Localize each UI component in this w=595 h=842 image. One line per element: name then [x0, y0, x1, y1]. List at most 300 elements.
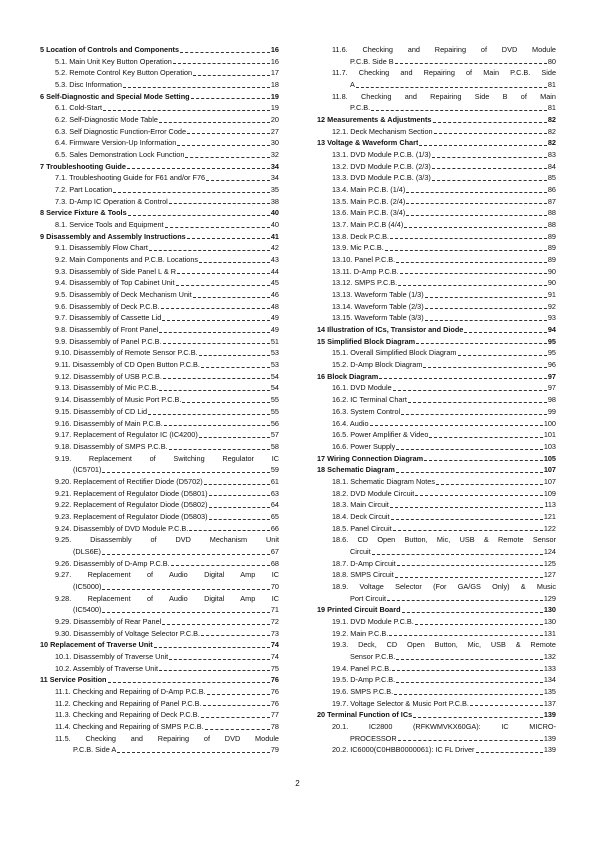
- toc-entry-label: 14 Illustration of ICs, Transistor and Diode: [317, 325, 464, 335]
- leader-dots: [123, 87, 270, 88]
- toc-entry: [317, 184, 556, 196]
- toc-entry: [317, 126, 556, 138]
- toc-page-number: 94: [547, 325, 556, 335]
- toc-entry: [317, 686, 556, 698]
- toc-entry-text: [317, 44, 556, 67]
- toc-entry-label: 6.1. Cold-Start: [55, 103, 103, 113]
- toc-page-number: 57: [270, 430, 279, 440]
- toc-entry: [40, 453, 279, 476]
- toc-entry-label: 19.7. Voltage Selector & Music Port P.C.B.: [332, 698, 469, 708]
- toc-entry: [40, 114, 279, 126]
- toc-entry-label: 9.22. Replacement of Regulator Diode (D5802): [55, 500, 208, 510]
- toc-entry: [317, 172, 556, 184]
- toc-entry-label: 13.7. Main P.C.B (4/4): [332, 220, 404, 230]
- toc-entry-label: 6.5. Sales Demonstration Lock Function: [55, 150, 185, 160]
- toc-entry-label: 16.2. IC Terminal Chart: [332, 395, 407, 405]
- toc-section-heading: [317, 604, 556, 616]
- toc-entry-line: 11.5. Checking and Repairing of DVD Module: [55, 733, 279, 743]
- toc-entry: [317, 242, 556, 254]
- toc-entry-label: 9.8. Disassembly of Front Panel: [55, 325, 159, 335]
- toc-page-number: 27: [270, 126, 279, 136]
- toc-page-number: 139: [543, 745, 556, 755]
- toc-entry-label: 11.3. Checking and Repairing of Deck P.C.B.: [55, 710, 200, 720]
- leader-dots: [108, 682, 270, 683]
- toc-entry-label: 18.2. DVD Module Circuit: [332, 488, 415, 498]
- leader-dots: [415, 624, 543, 625]
- toc-entry-label: 19.5. D-Amp P.C.B.: [332, 675, 396, 685]
- toc-entry: [40, 698, 279, 710]
- toc-entry-text: [317, 581, 556, 604]
- leader-dots: [206, 180, 270, 181]
- toc-entry: [317, 744, 556, 756]
- toc-entry: [317, 207, 556, 219]
- toc-entry-label: 9.26. Disassembly of D-Amp P.C.B.: [55, 558, 170, 568]
- toc-page-number: 93: [547, 313, 556, 323]
- toc-entry-label: 11.4. Checking and Repairing of SMPS P.C.B.: [55, 721, 204, 731]
- leader-dots: [398, 740, 543, 741]
- toc-entry-label: 9.4. Disassembly of Top Cabinet Unit: [55, 278, 175, 288]
- toc-section-heading: [317, 371, 556, 383]
- leader-dots: [154, 647, 270, 648]
- toc-section-heading: [40, 44, 279, 56]
- leader-dots: [209, 495, 270, 496]
- toc-entry: [40, 79, 279, 91]
- toc-entry: [317, 312, 556, 324]
- toc-entry: [40, 324, 279, 336]
- leader-dots: [396, 472, 543, 473]
- toc-entry-label: 18.7. D-Amp Circuit: [332, 558, 396, 568]
- leader-dots: [392, 670, 543, 671]
- toc-page-number: 92: [547, 301, 556, 311]
- toc-page-number: 124: [543, 546, 556, 556]
- toc-entry: [317, 639, 556, 662]
- leader-dots: [425, 320, 547, 321]
- leader-dots: [199, 262, 270, 263]
- toc-page-number: 20: [270, 115, 279, 125]
- toc-page-number: 121: [543, 511, 556, 521]
- toc-page-number: 40: [270, 208, 279, 218]
- toc-page-number: 103: [543, 441, 556, 451]
- toc-page-number: 122: [543, 523, 556, 533]
- leader-dots: [397, 565, 543, 566]
- toc-section-heading: [317, 709, 556, 721]
- toc-entry-label: 6 Self-Diagnostic and Special Mode Setting: [40, 91, 190, 101]
- leader-dots: [395, 63, 547, 64]
- toc-entry: [317, 534, 556, 557]
- toc-entry-label: 19.2. Main P.C.B.: [332, 628, 389, 638]
- toc-page-number: 54: [270, 383, 279, 393]
- toc-entry-label: 5.3. Disc Information: [55, 80, 122, 90]
- leader-dots: [458, 355, 547, 356]
- toc-entry: [317, 394, 556, 406]
- toc-entry-label: 16.5. Power Amplifier & Video: [332, 430, 429, 440]
- toc-page-number: 55: [270, 406, 279, 416]
- toc-page-number: 90: [547, 278, 556, 288]
- toc-right-column: [317, 44, 556, 756]
- toc-entry-label: 5.2. Remote Control Key Button Operation: [55, 68, 193, 78]
- toc-entry: [40, 184, 279, 196]
- leader-dots: [370, 425, 543, 426]
- toc-page-number: 81: [547, 103, 556, 113]
- toc-page-number: 61: [270, 476, 279, 486]
- leader-dots: [163, 343, 270, 344]
- toc-entry-label: 8.1. Service Tools and Equipment: [55, 220, 164, 230]
- toc-entry-last-line: [55, 744, 279, 756]
- toc-section-heading: [317, 324, 556, 336]
- toc-entry-label: 6.3. Self Diagnostic Function-Error Code: [55, 126, 186, 136]
- toc-page-number: 89: [547, 255, 556, 265]
- toc-page-number: 58: [270, 441, 279, 451]
- toc-entry-label: 11.2. Checking and Repairing of Panel P.C.B.: [55, 698, 202, 708]
- leader-dots: [402, 612, 543, 613]
- toc-entry: [317, 67, 556, 90]
- toc-page-number: 90: [547, 266, 556, 276]
- leader-dots: [201, 367, 270, 368]
- toc-entry-label: 20.2. IC6000(C0HBB0000061): IC FL Driver: [332, 745, 475, 755]
- toc-entry-line: 20.1. IC2800 (RFKWMVKX60GA): IC MICRO-: [332, 721, 556, 731]
- toc-page-number: 74: [270, 640, 279, 650]
- leader-dots: [209, 507, 270, 508]
- toc-page-number: 88: [547, 220, 556, 230]
- leader-dots: [191, 98, 270, 99]
- toc-entry-continuation: Sensor P.C.B.: [350, 651, 396, 661]
- toc-entry-label: 15.2. D-Amp Block Diagram: [332, 360, 423, 370]
- leader-dots: [406, 203, 547, 204]
- toc-page-number: 107: [543, 476, 556, 486]
- toc-entry-last-line: [55, 546, 279, 558]
- toc-section-heading: [40, 674, 279, 686]
- toc-entry: [317, 499, 556, 511]
- leader-dots: [159, 390, 270, 391]
- leader-dots: [372, 554, 543, 555]
- toc-entry-label: 19.4. Panel P.C.B.: [332, 663, 392, 673]
- leader-dots: [193, 75, 270, 76]
- toc-page-number: 16: [270, 45, 279, 54]
- toc-entry-last-line: [55, 464, 279, 476]
- toc-entry: [317, 289, 556, 301]
- leader-dots: [470, 705, 543, 706]
- toc-left-column: [40, 44, 279, 756]
- toc-entry: [40, 371, 279, 383]
- leader-dots: [356, 87, 547, 88]
- toc-entry: [40, 488, 279, 500]
- toc-page-number: 101: [543, 430, 556, 440]
- toc-entry-label: 9.5. Disassembly of Deck Mechanism Unit: [55, 290, 192, 300]
- toc-page-number: 55: [270, 395, 279, 405]
- toc-entry-label: 9.9. Disassembly of Panel P.C.B.: [55, 336, 162, 346]
- toc-entry: [40, 394, 279, 406]
- toc-page-number: 40: [270, 220, 279, 230]
- toc-entry: [40, 628, 279, 640]
- toc-entry-label: 13.4. Main P.C.B. (1/4): [332, 185, 406, 195]
- toc-entry-label: 13.3. DVD Module P.C.B. (3/3): [332, 173, 431, 183]
- toc-page-number: 88: [547, 208, 556, 218]
- leader-dots: [173, 63, 270, 64]
- toc-entry-label: 9.13. Disassembly of Mic P.C.B.: [55, 383, 159, 393]
- toc-entry: [40, 523, 279, 535]
- toc-entry-label: 13.6. Main P.C.B. (3/4): [332, 208, 406, 218]
- toc-entry-label: 18.1. Schematic Diagram Notes: [332, 476, 436, 486]
- toc-entry: [40, 476, 279, 488]
- toc-page-number: 76: [270, 698, 279, 708]
- toc-page-number: 73: [270, 628, 279, 638]
- leader-dots: [390, 507, 544, 508]
- leader-dots: [425, 308, 547, 309]
- toc-entry-continuation: Port Circuit: [350, 593, 387, 603]
- toc-entry-label: 13.11. D-Amp P.C.B.: [332, 266, 399, 276]
- toc-entry-label: 13 Voltage & Waveform Chart: [317, 138, 419, 148]
- toc-entry: [317, 663, 556, 675]
- toc-page-number: 95: [547, 336, 556, 346]
- toc-page-number: 64: [270, 500, 279, 510]
- toc-entry-label: 12.1. Deck Mechanism Section: [332, 126, 433, 136]
- toc-page-number: 32: [270, 150, 279, 160]
- leader-dots: [416, 343, 547, 344]
- toc-entry: [317, 254, 556, 266]
- leader-dots: [393, 530, 543, 531]
- toc-entry-label: 9.20. Replacement of Rectifier Diode (D5702): [55, 476, 203, 486]
- toc-page-number: 17: [270, 68, 279, 78]
- toc-section-heading: [40, 207, 279, 219]
- toc-page-number: 51: [270, 336, 279, 346]
- toc-entry-label: 9.12. Disassembly of USB P.C.B.: [55, 371, 162, 381]
- toc-entry-continuation: (DLS6E): [73, 546, 101, 556]
- toc-entry-last-line: [332, 593, 556, 605]
- toc-entry-label: 12 Measurements & Adjustments: [317, 115, 432, 125]
- toc-entry: [40, 709, 279, 721]
- toc-page-number: 46: [270, 290, 279, 300]
- toc-page-number: 81: [547, 80, 556, 90]
- toc-entry-label: 18.5. Panel Circuit: [332, 523, 392, 533]
- leader-dots: [379, 378, 547, 379]
- toc-page-number: 97: [547, 371, 556, 381]
- toc-entry: [40, 242, 279, 254]
- toc-entry-label: 18.4. Deck Circuit: [332, 511, 390, 521]
- leader-dots: [169, 203, 270, 204]
- toc-entry-label: 13.1. DVD Module P.C.B. (1/3): [332, 150, 431, 160]
- toc-entry-continuation: (IC5400): [73, 605, 102, 615]
- toc-entry-continuation: A: [350, 80, 355, 90]
- toc-entry: [40, 721, 279, 733]
- leader-dots: [419, 145, 547, 146]
- leader-dots: [396, 682, 543, 683]
- toc-page-number: 113: [544, 500, 556, 510]
- leader-dots: [187, 238, 270, 239]
- toc-entry-line: 9.19. Replacement of Switching Regulator IC: [55, 453, 279, 463]
- toc-page-number: 97: [547, 383, 556, 393]
- toc-page-number: 139: [543, 733, 556, 743]
- toc-entry: [40, 511, 279, 523]
- toc-page-number: 130: [543, 605, 556, 615]
- toc-entry: [317, 149, 556, 161]
- toc-entry-line: 9.28. Replacement of Audio Digital Amp IC: [55, 593, 279, 603]
- toc-entry-label: 13.10. Panel P.C.B.: [332, 255, 396, 265]
- toc-entry-text: [40, 453, 279, 476]
- toc-page-number: 35: [270, 185, 279, 195]
- leader-dots: [162, 624, 270, 625]
- toc-entry-label: 16 Block Diagram: [317, 371, 379, 381]
- toc-entry-line: 19.3. Deck, CD Open Button, Mic, USB & Remote: [332, 640, 556, 650]
- toc-entry: [317, 476, 556, 488]
- toc-page-number: 100: [543, 418, 556, 428]
- toc-page-number: 66: [270, 523, 279, 533]
- toc-entry: [317, 277, 556, 289]
- toc-entry: [317, 347, 556, 359]
- toc-entry-last-line: [332, 56, 556, 68]
- toc-entry-line: 9.25. Disassembly of DVD Mechanism Unit: [55, 535, 279, 545]
- toc-page-number: 99: [547, 406, 556, 416]
- leader-dots: [161, 308, 270, 309]
- toc-page-number: 91: [547, 290, 556, 300]
- toc-entry-continuation: Circuit: [350, 546, 371, 556]
- toc-entry-continuation: PROCESSOR: [350, 733, 397, 743]
- toc-entry: [40, 336, 279, 348]
- toc-section-heading: [40, 91, 279, 103]
- leader-dots: [159, 332, 269, 333]
- toc-entry: [40, 137, 279, 149]
- toc-entry: [317, 196, 556, 208]
- toc-page-number: 83: [547, 150, 556, 160]
- toc-entry: [40, 277, 279, 289]
- toc-page-number: 87: [547, 196, 556, 206]
- leader-dots: [432, 157, 547, 158]
- leader-dots: [425, 297, 547, 298]
- toc-entry-label: 15 Simplified Block Diagram: [317, 336, 416, 346]
- leader-dots: [102, 589, 269, 590]
- leader-dots: [162, 320, 270, 321]
- toc-entry: [40, 67, 279, 79]
- leader-dots: [159, 122, 270, 123]
- toc-entry: [40, 686, 279, 698]
- toc-entry: [40, 266, 279, 278]
- leader-dots: [205, 729, 270, 730]
- toc-section-heading: [317, 114, 556, 126]
- toc-entry-label: 13.14. Waveform Table (2/3): [332, 301, 424, 311]
- toc-entry-label: 17 Wiring Connection Diagram: [317, 453, 424, 463]
- toc-page-number: 82: [547, 126, 556, 136]
- toc-page-number: 16: [270, 56, 279, 66]
- toc-entry-line: 11.7. Checking and Repairing of Main P.C.B. Side: [332, 68, 556, 78]
- toc-entry-text: [40, 593, 279, 616]
- toc-entry: [317, 569, 556, 581]
- leader-dots: [171, 565, 270, 566]
- page-number: 2: [295, 779, 300, 788]
- toc-page-number: 80: [547, 56, 556, 66]
- toc-entry: [40, 429, 279, 441]
- leader-dots: [394, 694, 543, 695]
- toc-entry-last-line: [55, 581, 279, 593]
- toc-entry-label: 13.12. SMPS P.C.B.: [332, 278, 398, 288]
- toc-entry-label: 11.1. Checking and Repairing of D-Amp P.C.B.: [55, 686, 206, 696]
- toc-entry: [40, 534, 279, 557]
- toc-page-number: 74: [270, 651, 279, 661]
- toc-entry: [40, 382, 279, 394]
- toc-page-number: 127: [543, 570, 556, 580]
- toc-entry-last-line: [332, 546, 556, 558]
- leader-dots: [389, 635, 543, 636]
- toc-entry: [317, 581, 556, 604]
- leader-dots: [404, 227, 547, 228]
- leader-dots: [434, 133, 547, 134]
- toc-section-heading: [317, 453, 556, 465]
- toc-page-number: 98: [547, 395, 556, 405]
- toc-entry: [40, 651, 279, 663]
- toc-entry-continuation: P.C.B. Side B: [350, 56, 394, 66]
- toc-section-heading: [317, 137, 556, 149]
- toc-entry: [40, 126, 279, 138]
- leader-dots: [128, 215, 270, 216]
- toc-section-heading: [40, 231, 279, 243]
- toc-entry-label: 13.5. Main P.C.B. (2/4): [332, 196, 406, 206]
- leader-dots: [209, 519, 270, 520]
- toc-page-number: 109: [543, 488, 556, 498]
- leader-dots: [127, 168, 270, 169]
- toc-page-number: 41: [270, 231, 279, 241]
- toc-entry-label: 9.24. Disassembly of DVD Module P.C.B.: [55, 523, 189, 533]
- toc-entry-label: 15.1. Overall Simplified Block Diagram: [332, 348, 457, 358]
- toc-entry: [317, 616, 556, 628]
- toc-entry-label: 9.7. Disassembly of Cassette Lid: [55, 313, 162, 323]
- toc-entry: [317, 628, 556, 640]
- toc-page-number: 134: [543, 675, 556, 685]
- toc-entry-label: 16.4. Audio: [332, 418, 369, 428]
- leader-dots: [429, 437, 542, 438]
- leader-dots: [436, 484, 543, 485]
- toc-section-heading: [40, 161, 279, 173]
- leader-dots: [415, 495, 542, 496]
- toc-page-number: 82: [547, 115, 556, 125]
- toc-page-number: 75: [270, 663, 279, 673]
- toc-entry-text: [317, 67, 556, 90]
- leader-dots: [182, 402, 269, 403]
- toc-entry-label: 9.17. Replacement of Regulator IC (IC4200): [55, 430, 198, 440]
- toc-entry-line: 11.6. Checking and Repairing of DVD Module: [332, 45, 556, 54]
- leader-dots: [406, 215, 547, 216]
- leader-dots: [177, 145, 270, 146]
- toc-entry-label: 9.21. Replacement of Regulator Diode (D5801): [55, 488, 208, 498]
- leader-dots: [432, 180, 547, 181]
- toc-entry: [317, 91, 556, 114]
- leader-dots: [406, 192, 547, 193]
- toc-entry: [317, 382, 556, 394]
- leader-dots: [199, 437, 270, 438]
- leader-dots: [169, 449, 270, 450]
- leader-dots: [149, 250, 270, 251]
- toc-page-number: 76: [270, 675, 279, 685]
- toc-entry-label: 10 Replacement of Traverse Unit: [40, 640, 153, 650]
- leader-dots: [204, 484, 270, 485]
- toc-entry: [40, 616, 279, 628]
- toc-entry-continuation: (IC5701): [73, 465, 102, 475]
- leader-dots: [169, 659, 270, 660]
- toc-entry-label: 6.4. Firmware Version-Up Information: [55, 138, 177, 148]
- leader-dots: [199, 355, 270, 356]
- toc-entry-text: [40, 569, 279, 592]
- toc-entry: [40, 289, 279, 301]
- leader-dots: [102, 554, 270, 555]
- toc-page-number: 78: [270, 721, 279, 731]
- leader-dots: [398, 285, 547, 286]
- toc-entry-last-line: [55, 604, 279, 616]
- leader-dots: [432, 168, 547, 169]
- toc-entry-label: 16.6. Power Supply: [332, 441, 396, 451]
- toc-entry: [40, 149, 279, 161]
- toc-entry: [317, 674, 556, 686]
- toc-entry: [317, 219, 556, 231]
- toc-page-number: 43: [270, 255, 279, 265]
- toc-page-number: 59: [270, 465, 279, 475]
- toc-entry-label: 11 Service Position: [40, 675, 107, 685]
